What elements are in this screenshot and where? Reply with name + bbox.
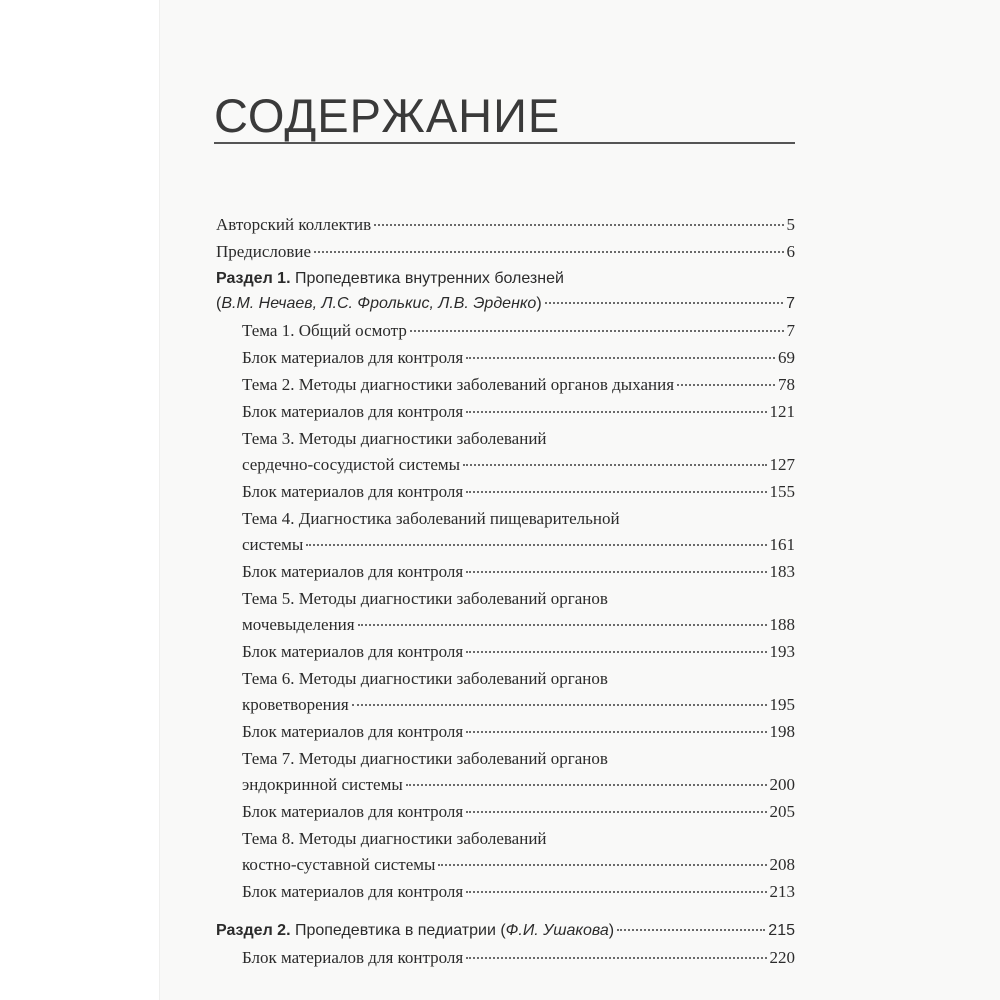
toc-entry-control-block-4[interactable] bbox=[216, 559, 795, 584]
toc-entry-topic-1[interactable] bbox=[216, 318, 795, 343]
toc-page-number: 208 bbox=[769, 855, 795, 874]
toc-entry-topic-3-line1[interactable]: Тема 3. Методы диагностики заболеваний bbox=[242, 429, 547, 448]
table-of-contents bbox=[216, 212, 795, 970]
dot-leader bbox=[466, 651, 766, 653]
toc-entry-topic-7-line1[interactable]: Тема 7. Методы диагностики заболеваний органов bbox=[242, 749, 608, 768]
toc-page-number: 183 bbox=[769, 562, 795, 581]
toc-entry-topic-8[interactable] bbox=[216, 852, 795, 877]
dot-leader bbox=[463, 464, 766, 466]
toc-entry-topic-2[interactable] bbox=[216, 372, 795, 397]
toc-entry-topic-4[interactable] bbox=[216, 532, 795, 557]
title-underline bbox=[214, 142, 795, 144]
toc-entry-label: Блок материалов для контроля bbox=[242, 722, 464, 741]
toc-entry-control-block-5[interactable] bbox=[216, 639, 795, 664]
section-1-authors: (В.М. Нечаев, Л.С. Фролькис, Л.В. Эрденко) bbox=[216, 295, 542, 312]
toc-entry-label: Тема 1. Общий осмотр bbox=[242, 321, 407, 340]
toc-entry-topic-5-line1[interactable]: Тема 5. Методы диагностики заболеваний органов bbox=[242, 589, 608, 608]
book-page bbox=[160, 0, 1000, 1000]
toc-page-number: 215 bbox=[768, 922, 795, 939]
toc-entry-label: костно-суставной системы bbox=[242, 855, 436, 874]
dot-leader bbox=[545, 302, 783, 304]
toc-page-number: 7 bbox=[786, 295, 795, 312]
toc-entry-label: Блок материалов для контроля bbox=[242, 642, 464, 661]
toc-entry-topic-7[interactable] bbox=[216, 772, 795, 797]
toc-page-number: 127 bbox=[769, 455, 795, 474]
toc-page-number: 198 bbox=[769, 722, 795, 741]
toc-entry-label: Блок материалов для контроля bbox=[242, 348, 464, 367]
dot-leader bbox=[374, 224, 783, 226]
dot-leader bbox=[410, 330, 784, 332]
toc-entry-control-block-6[interactable] bbox=[216, 719, 795, 744]
dot-leader bbox=[466, 571, 766, 573]
toc-entry-topic-8-line1[interactable]: Тема 8. Методы диагностики заболеваний bbox=[242, 829, 547, 848]
toc-page-number: 69 bbox=[778, 348, 795, 367]
dot-leader bbox=[466, 411, 766, 413]
dot-leader bbox=[438, 864, 766, 866]
toc-entry-label: Блок материалов для контроля bbox=[242, 948, 464, 967]
toc-entry-control-block-8[interactable] bbox=[216, 879, 795, 904]
toc-entry-label: Авторский коллектив bbox=[216, 215, 372, 234]
section-1-authors-line[interactable] bbox=[216, 291, 795, 316]
toc-entry-label: Предисловие bbox=[216, 242, 312, 261]
toc-page-number: 193 bbox=[769, 642, 795, 661]
dot-leader bbox=[352, 704, 767, 706]
toc-page-number: 6 bbox=[786, 242, 795, 261]
toc-page-number: 188 bbox=[769, 615, 795, 634]
toc-entry-label: системы bbox=[242, 535, 304, 554]
toc-entry-label: сердечно-сосудистой системы bbox=[242, 455, 461, 474]
toc-page-number: 213 bbox=[769, 882, 795, 901]
toc-entry-control-block-2[interactable] bbox=[216, 399, 795, 424]
dot-leader bbox=[358, 624, 767, 626]
toc-entry-label: Тема 2. Методы диагностики заболеваний органов дыхания bbox=[242, 375, 675, 394]
toc-entry-topic-4-line1[interactable]: Тема 4. Диагностика заболеваний пищеварительной bbox=[242, 509, 620, 528]
toc-page-number: 7 bbox=[786, 321, 795, 340]
section-1-title: Пропедевтика внутренних болезней bbox=[290, 270, 564, 287]
toc-entry-preface[interactable] bbox=[216, 239, 795, 264]
toc-entry-control-block-7[interactable] bbox=[216, 799, 795, 824]
toc-entry-label: Блок материалов для контроля bbox=[242, 482, 464, 501]
toc-page-number: 161 bbox=[769, 535, 795, 554]
section-1-heading[interactable] bbox=[216, 266, 795, 291]
toc-entry-section-2-control-block[interactable] bbox=[216, 945, 795, 970]
dot-leader bbox=[466, 491, 766, 493]
dot-leader bbox=[466, 731, 766, 733]
dot-leader bbox=[466, 357, 775, 359]
toc-page-number: 205 bbox=[769, 802, 795, 821]
toc-page-number: 195 bbox=[769, 695, 795, 714]
section-2-heading[interactable] bbox=[216, 918, 795, 943]
toc-page-number: 5 bbox=[786, 215, 795, 234]
dot-leader bbox=[306, 544, 766, 546]
dot-leader bbox=[314, 251, 783, 253]
dot-leader bbox=[406, 784, 767, 786]
toc-entry-label: кроветворения bbox=[242, 695, 349, 714]
toc-page-number: 78 bbox=[778, 375, 795, 394]
toc-page-number: 121 bbox=[769, 402, 795, 421]
toc-page-number: 220 bbox=[769, 948, 795, 967]
toc-page-number: 200 bbox=[769, 775, 795, 794]
dot-leader bbox=[617, 929, 765, 931]
toc-entry-label: Блок материалов для контроля bbox=[242, 882, 464, 901]
dot-leader bbox=[466, 891, 766, 893]
toc-entry-topic-6[interactable] bbox=[216, 692, 795, 717]
toc-entry-label: Блок материалов для контроля bbox=[242, 402, 464, 421]
toc-entry-label: мочевыделения bbox=[242, 615, 355, 634]
toc-entry-topic-5[interactable] bbox=[216, 612, 795, 637]
toc-entry-label: Блок материалов для контроля bbox=[242, 802, 464, 821]
toc-entry-label: эндокринной системы bbox=[242, 775, 403, 794]
toc-page-number: 155 bbox=[769, 482, 795, 501]
dot-leader bbox=[677, 384, 775, 386]
section-1-prefix: Раздел 1. bbox=[216, 270, 291, 287]
dot-leader bbox=[466, 957, 766, 959]
toc-entry-topic-3[interactable] bbox=[216, 452, 795, 477]
section-2-label: Раздел 2. Пропедевтика в педиатрии (Ф.И. Ушакова) bbox=[216, 922, 615, 939]
toc-entry-control-block-1[interactable] bbox=[216, 345, 795, 370]
page-title: СОДЕРЖАНИЕ bbox=[214, 89, 561, 142]
toc-entry-topic-6-line1[interactable]: Тема 6. Методы диагностики заболеваний органов bbox=[242, 669, 608, 688]
dot-leader bbox=[466, 811, 766, 813]
toc-entry-control-block-3[interactable] bbox=[216, 479, 795, 504]
toc-entry-label: Блок материалов для контроля bbox=[242, 562, 464, 581]
toc-entry-authors[interactable] bbox=[216, 212, 795, 237]
